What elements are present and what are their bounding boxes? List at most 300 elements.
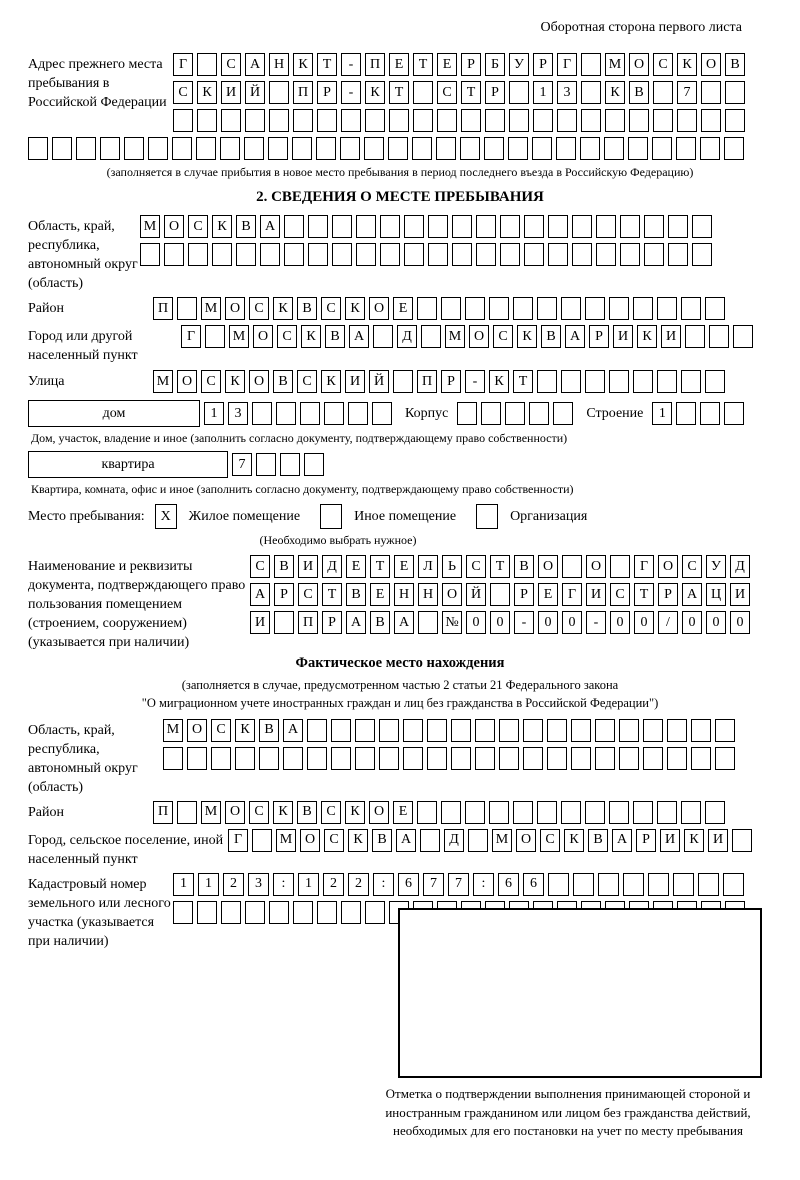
char-box: С: [298, 583, 318, 606]
char-box: 0: [730, 611, 750, 634]
char-box: [124, 137, 144, 160]
char-box: И: [613, 325, 633, 348]
char-box: [388, 137, 408, 160]
city-field: [28, 325, 772, 365]
checkbox-other-premises: [320, 504, 342, 529]
char-box: Р: [533, 53, 553, 76]
char-box: [681, 297, 701, 320]
char-box: -: [586, 611, 606, 634]
char-box: У: [706, 555, 726, 578]
char-box: Н: [418, 583, 438, 606]
char-box: [341, 109, 361, 132]
char-box: П: [153, 297, 173, 320]
street-label: Улица: [28, 374, 65, 390]
char-box: 6: [498, 873, 519, 896]
char-box: Р: [485, 81, 505, 104]
char-box: Д: [322, 555, 342, 578]
district-row: [153, 297, 725, 320]
char-box: 1: [298, 873, 319, 896]
char-box: [245, 109, 265, 132]
stroenie-cells: [652, 402, 744, 425]
char-box: И: [221, 81, 241, 104]
char-box: [148, 137, 168, 160]
char-box: Р: [461, 53, 481, 76]
apartment-row: [28, 451, 772, 478]
char-box: [412, 137, 432, 160]
char-box: [380, 243, 400, 266]
actual-district-row: [153, 801, 725, 824]
char-box: [548, 243, 568, 266]
char-box: Г: [562, 583, 582, 606]
char-box: [205, 325, 225, 348]
char-box: Д: [444, 829, 464, 852]
char-box: С: [466, 555, 486, 578]
char-box: [677, 109, 697, 132]
char-box: [364, 137, 384, 160]
char-box: [509, 109, 529, 132]
char-box: [379, 747, 399, 770]
char-box: 7: [677, 81, 697, 104]
house-number-cells: [204, 402, 392, 425]
char-box: [331, 719, 351, 742]
char-box: С: [540, 829, 560, 852]
char-box: [476, 243, 496, 266]
char-box: В: [372, 829, 392, 852]
char-box: К: [197, 81, 217, 104]
char-box: А: [396, 829, 416, 852]
char-box: А: [682, 583, 702, 606]
char-box: Л: [418, 555, 438, 578]
char-box: [331, 747, 351, 770]
char-box: А: [612, 829, 632, 852]
char-box: [547, 719, 567, 742]
char-box: О: [469, 325, 489, 348]
char-box: С: [221, 53, 241, 76]
char-box: [705, 801, 725, 824]
char-box: [620, 243, 640, 266]
char-box: [28, 137, 48, 160]
char-box: -: [341, 53, 361, 76]
char-box: Р: [322, 611, 342, 634]
district-field: [28, 297, 772, 320]
char-box: [595, 747, 615, 770]
char-box: [581, 81, 601, 104]
char-box: [700, 137, 720, 160]
prev-address-row-3: [173, 109, 745, 132]
char-box: [581, 109, 601, 132]
char-box: [643, 719, 663, 742]
char-box: Н: [394, 583, 414, 606]
char-box: [379, 719, 399, 742]
char-box: К: [273, 801, 293, 824]
char-box: [619, 747, 639, 770]
char-box: Т: [389, 81, 409, 104]
char-box: В: [370, 611, 390, 634]
char-box: И: [660, 829, 680, 852]
char-box: [436, 137, 456, 160]
char-box: Е: [346, 555, 366, 578]
char-box: 3: [248, 873, 269, 896]
section2-title: 2. СВЕДЕНИЯ О МЕСТЕ ПРЕБЫВАНИЯ: [256, 189, 544, 205]
char-box: И: [586, 583, 606, 606]
char-box: [685, 325, 705, 348]
char-box: С: [682, 555, 702, 578]
char-box: О: [225, 801, 245, 824]
char-box: [413, 109, 433, 132]
prev-address-rows: [173, 53, 745, 132]
char-box: [513, 297, 533, 320]
char-box: Р: [658, 583, 678, 606]
char-box: К: [517, 325, 537, 348]
char-box: К: [321, 370, 341, 393]
char-box: [292, 137, 312, 160]
stay-type-caption: (Необходимо выбрать нужное): [259, 533, 417, 548]
char-box: И: [708, 829, 728, 852]
char-box: [284, 243, 304, 266]
char-box: 0: [562, 611, 582, 634]
actual-city-label: Город, сельское поселение, иной населенный пункт: [28, 832, 224, 867]
char-box: Е: [389, 53, 409, 76]
char-box: 0: [682, 611, 702, 634]
char-box: 1: [198, 873, 219, 896]
char-box: Р: [441, 370, 461, 393]
char-box: [293, 109, 313, 132]
char-box: Т: [461, 81, 481, 104]
actual-city-row: [228, 829, 752, 852]
char-box: С: [610, 583, 630, 606]
char-box: [300, 402, 320, 425]
char-box: [417, 801, 437, 824]
char-box: [499, 719, 519, 742]
char-box: [427, 747, 447, 770]
char-box: [513, 801, 533, 824]
char-box: -: [465, 370, 485, 393]
char-box: 7: [448, 873, 469, 896]
char-box: [417, 297, 437, 320]
char-box: О: [225, 297, 245, 320]
char-box: [585, 801, 605, 824]
char-box: [403, 747, 423, 770]
char-box: [523, 747, 543, 770]
char-box: 1: [533, 81, 553, 104]
char-box: И: [661, 325, 681, 348]
char-box: 6: [398, 873, 419, 896]
char-box: С: [277, 325, 297, 348]
char-box: [681, 370, 701, 393]
char-box: [547, 747, 567, 770]
char-box: [556, 137, 576, 160]
char-box: К: [293, 53, 313, 76]
char-box: И: [345, 370, 365, 393]
house-type-box: дом: [28, 400, 200, 427]
char-box: Ь: [442, 555, 462, 578]
actual-region-row-1: [163, 719, 735, 742]
char-box: О: [701, 53, 721, 76]
char-box: [548, 215, 568, 238]
char-box: [307, 747, 327, 770]
char-box: [653, 109, 673, 132]
char-box: [475, 747, 495, 770]
apartment-caption: Квартира, комната, офис и иное (заполнить согласно документу, подтверждающему право собственности): [31, 482, 574, 497]
char-box: [259, 747, 279, 770]
char-box: К: [605, 81, 625, 104]
apartment-type-box: квартира: [28, 451, 228, 478]
char-box: Р: [636, 829, 656, 852]
char-box: 0: [490, 611, 510, 634]
char-box: :: [373, 873, 394, 896]
char-box: [529, 402, 549, 425]
char-box: [692, 215, 712, 238]
char-box: [724, 402, 744, 425]
char-box: [733, 325, 753, 348]
char-box: [668, 243, 688, 266]
char-box: Р: [274, 583, 294, 606]
char-box: Г: [557, 53, 577, 76]
char-box: В: [325, 325, 345, 348]
checkbox-organization: [476, 504, 498, 529]
region-row-2: [140, 243, 712, 266]
char-box: М: [201, 297, 221, 320]
char-box: О: [249, 370, 269, 393]
char-box: [653, 81, 673, 104]
char-box: К: [345, 297, 365, 320]
option-other-premises-label: Иное помещение: [354, 508, 457, 524]
char-box: [681, 801, 701, 824]
house-row: [28, 400, 772, 427]
actual-district-label: Район: [28, 804, 64, 820]
char-box: К: [677, 53, 697, 76]
char-box: [317, 901, 337, 924]
char-box: [596, 215, 616, 238]
char-box: [52, 137, 72, 160]
char-box: [356, 215, 376, 238]
char-box: [316, 137, 336, 160]
char-box: [428, 243, 448, 266]
char-box: М: [163, 719, 183, 742]
char-box: 6: [523, 873, 544, 896]
char-box: 1: [204, 402, 224, 425]
document-field: [28, 555, 772, 652]
char-box: [644, 215, 664, 238]
char-box: [532, 137, 552, 160]
city-label: Город или другой населенный пункт: [28, 329, 138, 364]
char-box: Т: [490, 555, 510, 578]
char-box: 2: [348, 873, 369, 896]
char-box: [581, 53, 601, 76]
actual-region-label: Область, край, республика, автономный округ (область): [28, 722, 138, 795]
char-box: 1: [652, 402, 672, 425]
char-box: [700, 402, 720, 425]
char-box: 0: [610, 611, 630, 634]
char-box: С: [201, 370, 221, 393]
char-box: 0: [538, 611, 558, 634]
char-box: [585, 297, 605, 320]
char-box: П: [298, 611, 318, 634]
char-box: В: [274, 555, 294, 578]
char-box: [197, 109, 217, 132]
cadastre-row-1: [173, 873, 745, 896]
char-box: А: [565, 325, 585, 348]
char-box: [652, 137, 672, 160]
char-box: 3: [228, 402, 248, 425]
char-box: [732, 829, 752, 852]
char-box: 7: [423, 873, 444, 896]
char-box: [380, 215, 400, 238]
char-box: А: [346, 611, 366, 634]
char-box: С: [249, 297, 269, 320]
char-box: [465, 801, 485, 824]
char-box: [595, 719, 615, 742]
char-box: Н: [269, 53, 289, 76]
char-box: 0: [634, 611, 654, 634]
char-box: [533, 109, 553, 132]
char-box: -: [341, 81, 361, 104]
char-box: В: [297, 801, 317, 824]
actual-region-field: [28, 719, 772, 797]
document-row-1: [250, 555, 750, 578]
char-box: К: [489, 370, 509, 393]
stay-type-label: Место пребывания:: [28, 508, 145, 524]
char-box: [667, 719, 687, 742]
char-box: [177, 801, 197, 824]
char-box: М: [153, 370, 173, 393]
char-box: [465, 297, 485, 320]
char-box: [724, 137, 744, 160]
char-box: Е: [437, 53, 457, 76]
char-box: С: [250, 555, 270, 578]
char-box: [561, 801, 581, 824]
char-box: [571, 719, 591, 742]
char-box: Е: [538, 583, 558, 606]
char-box: [427, 719, 447, 742]
char-box: С: [653, 53, 673, 76]
char-box: [461, 109, 481, 132]
char-box: [604, 137, 624, 160]
char-box: [348, 402, 368, 425]
sheet-side-note: Оборотная сторона первого листа: [540, 20, 742, 35]
char-box: [573, 873, 594, 896]
char-box: 0: [466, 611, 486, 634]
option-organization-label: Организация: [510, 508, 588, 524]
char-box: С: [173, 81, 193, 104]
actual-location-title: Фактическое место нахождения: [295, 655, 505, 672]
char-box: [725, 81, 745, 104]
char-box: [580, 137, 600, 160]
cadastre-label: Кадастровый номер земельного или лесного участка (указывается при наличии): [28, 876, 171, 949]
char-box: [619, 719, 639, 742]
char-box: [172, 137, 192, 160]
char-box: [500, 243, 520, 266]
char-box: М: [445, 325, 465, 348]
document-row-3: [250, 611, 750, 634]
char-box: П: [153, 801, 173, 824]
char-box: :: [273, 873, 294, 896]
char-box: [389, 109, 409, 132]
char-box: [317, 109, 337, 132]
char-box: О: [164, 215, 184, 238]
char-box: Е: [393, 297, 413, 320]
char-box: [372, 402, 392, 425]
char-box: [212, 243, 232, 266]
char-box: [245, 901, 265, 924]
char-box: О: [658, 555, 678, 578]
char-box: [441, 297, 461, 320]
char-box: [404, 243, 424, 266]
char-box: [269, 81, 289, 104]
char-box: [441, 801, 461, 824]
char-box: [280, 453, 300, 476]
char-box: В: [514, 555, 534, 578]
char-box: А: [250, 583, 270, 606]
char-box: [164, 243, 184, 266]
char-box: М: [492, 829, 512, 852]
actual-region-row-2: [163, 747, 735, 770]
char-box: А: [245, 53, 265, 76]
char-box: О: [516, 829, 536, 852]
char-box: [725, 109, 745, 132]
char-box: О: [629, 53, 649, 76]
char-box: [268, 137, 288, 160]
char-box: В: [297, 297, 317, 320]
house-caption: Дом, участок, владение и иное (заполнить согласно документу, подтверждающему право собственности): [31, 431, 568, 446]
char-box: С: [324, 829, 344, 852]
char-box: К: [235, 719, 255, 742]
char-box: [572, 243, 592, 266]
char-box: Г: [181, 325, 201, 348]
actual-location-note: [28, 676, 772, 712]
char-box: [500, 215, 520, 238]
prev-address-row-4: [28, 137, 772, 160]
char-box: Т: [513, 370, 533, 393]
char-box: [332, 215, 352, 238]
char-box: С: [211, 719, 231, 742]
char-box: [628, 137, 648, 160]
char-box: [304, 453, 324, 476]
char-box: [676, 137, 696, 160]
char-box: [260, 243, 280, 266]
char-box: [269, 901, 289, 924]
char-box: 2: [223, 873, 244, 896]
char-box: И: [250, 611, 270, 634]
char-box: С: [297, 370, 317, 393]
char-box: [605, 109, 625, 132]
char-box: К: [273, 297, 293, 320]
char-box: [460, 137, 480, 160]
char-box: [596, 243, 616, 266]
char-box: Г: [634, 555, 654, 578]
char-box: Е: [393, 801, 413, 824]
char-box: К: [564, 829, 584, 852]
char-box: К: [345, 801, 365, 824]
char-box: О: [177, 370, 197, 393]
actual-district-field: [28, 801, 772, 824]
char-box: В: [236, 215, 256, 238]
char-box: В: [541, 325, 561, 348]
char-box: С: [493, 325, 513, 348]
char-box: [562, 555, 582, 578]
char-box: А: [349, 325, 369, 348]
char-box: [76, 137, 96, 160]
char-box: К: [212, 215, 232, 238]
char-box: [553, 402, 573, 425]
char-box: 1: [173, 873, 194, 896]
char-box: 2: [323, 873, 344, 896]
char-box: [355, 747, 375, 770]
char-box: Й: [369, 370, 389, 393]
char-box: [648, 873, 669, 896]
char-box: Т: [322, 583, 342, 606]
char-box: В: [346, 583, 366, 606]
